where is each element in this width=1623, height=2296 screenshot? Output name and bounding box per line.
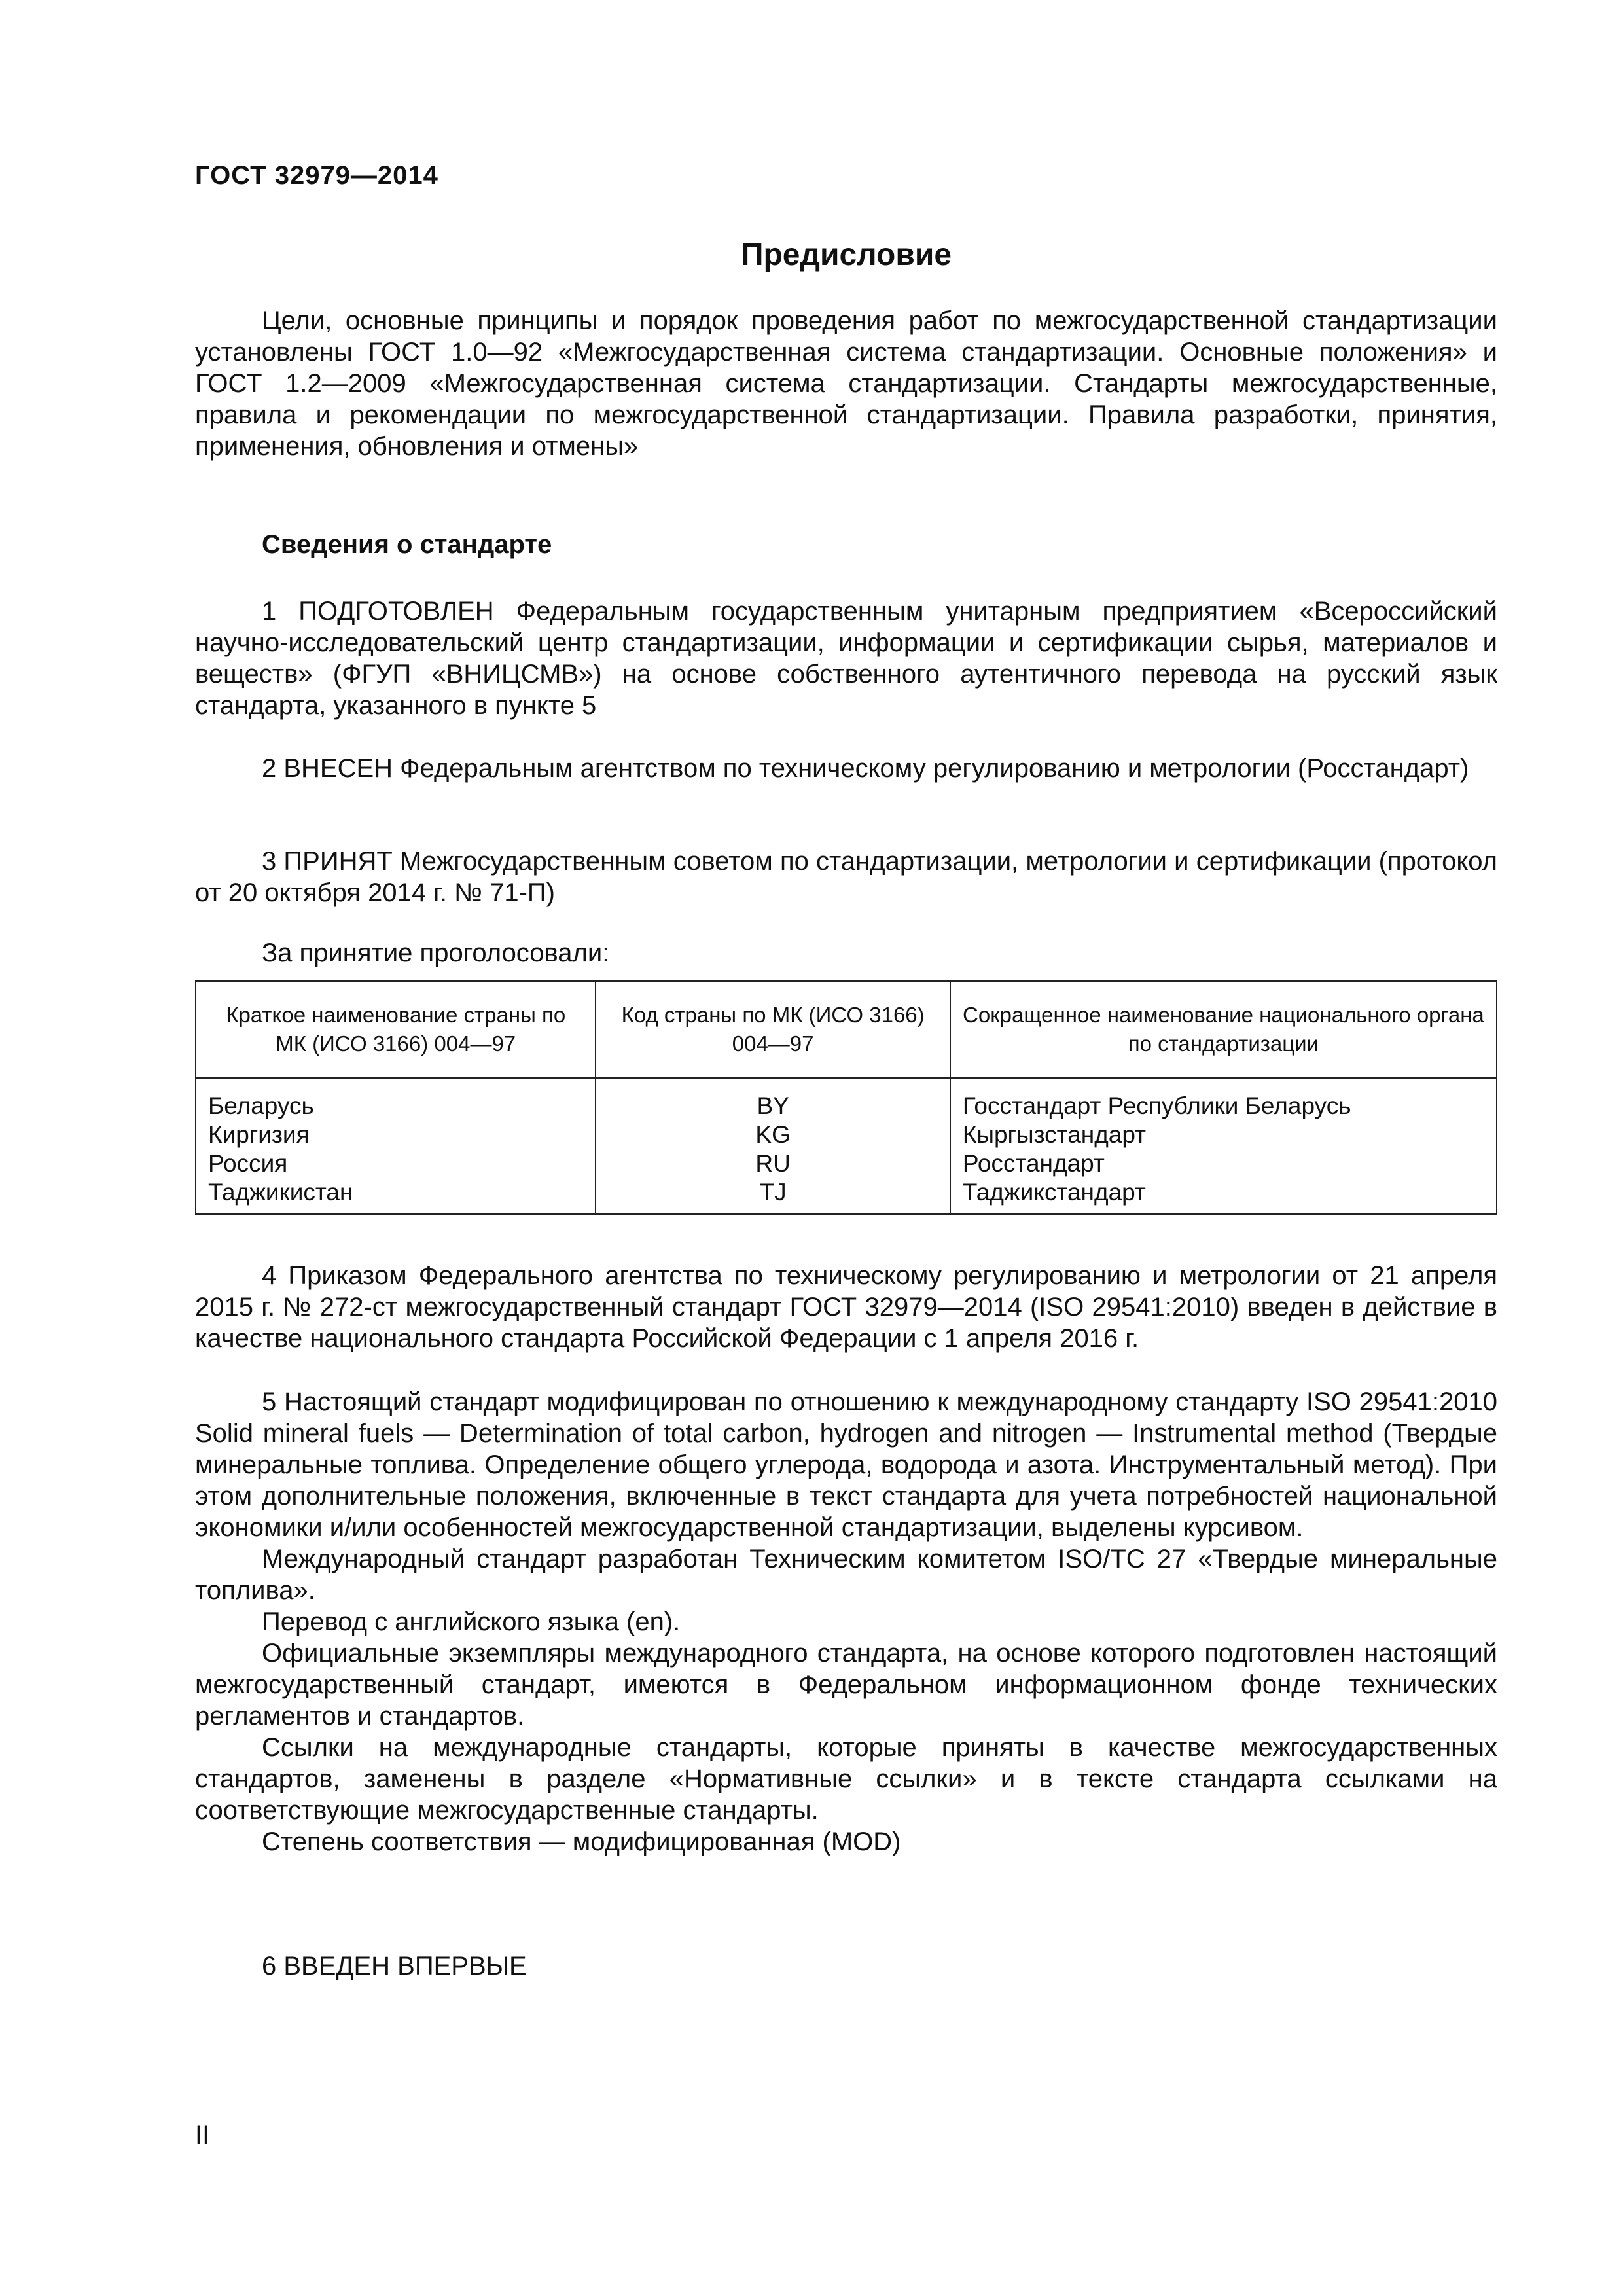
vote-table-header-row [196,981,1497,1078]
country-name: Беларусь [196,1078,596,1121]
standards-body: Таджикстандарт [950,1178,1497,1214]
country-code: TJ [596,1178,950,1214]
table-row [196,1078,1497,1121]
country-code: KG [596,1121,950,1149]
header-standards-body: Сокращенное наименование национального органа по стандартизации [950,981,1497,1078]
country-name: Киргизия [196,1121,596,1149]
item-5-block [195,1386,1497,1857]
item-1-paragraph: 1 ПОДГОТОВЛЕН Федеральным государственным унитарным предприятием «Всероссийский научно-исследовательский центр стандартизации, информации и сертификации сырья, материалов и веществ» (ФГУП «ВНИЦСМВ») на основе собственного аутентичного перевода на русский язык стандарта, указанного в пункте 5 [195,597,1497,720]
intro-paragraph: Цели, основные принципы и порядок проведения работ по межгосударственной стандартизации установлены ГОСТ 1.0—92 «Межгосударственная система стандартизации. Основные положения» и ГОСТ 1.2—2009 «Межгосударственная система стандартизации. Стандарты межгосударственные, правила и рекомендации по межгосударственной стандартизации. Правила разработки, принятия, применения, обновления и отмены» [195,306,1497,461]
item-6-paragraph: 6 ВВЕДЕН ВПЕРВЫЕ [262,1952,527,1981]
vote-table [195,980,1497,1215]
item-3-block [195,846,1497,908]
country-code: BY [596,1078,950,1121]
item-5-translation: Перевод с английского языка (en). [262,1607,681,1636]
item-5-international-standard: Международный стандарт разработан Техническим комитетом ISO/TC 27 «Твердые минеральные топлива». [195,1545,1497,1605]
document-page [195,0,1497,2296]
item-5-official-copies: Официальные экземпляры международного стандарта, на основе которого подготовлен настоящий межгосударственный стандарт, имеются в Федеральном информационном фонде технических регламентов и стандартов. [195,1639,1497,1731]
item-2-block [195,753,1497,784]
table-row [196,1178,1497,1214]
item-4-paragraph: 4 Приказом Федерального агентства по техническому регулированию и метрологии от 21 апреля 2015 г. № 272-ст межгосударственный стандарт ГОСТ 32979—2014 (ISO 29541:2010) введен в действие в качестве национального стандарта Российской Федерации с 1 апреля 2016 г. [195,1261,1497,1353]
standards-body: Госстандарт Республики Беларусь [950,1078,1497,1121]
header-country-code: Код страны по МК (ИСО 3166) 004—97 [596,981,950,1078]
country-name: Таджикистан [196,1178,596,1214]
item-5-references: Ссылки на международные стандарты, которые приняты в качестве межгосударственных стандартов, заменены в разделе «Нормативные ссылки» и в тексте стандарта ссылками на соответствующие межгосударственные стандарты. [195,1733,1497,1825]
standards-body: Кыргызстандарт [950,1121,1497,1149]
standards-body: Росстандарт [950,1149,1497,1178]
document-code: ГОСТ 32979—2014 [195,161,438,190]
vote-intro: За принятие проголосовали: [262,939,610,967]
item-6-block [195,1950,1497,1982]
item-2-paragraph: 2 ВНЕСЕН Федеральным агентством по техническому регулированию и метрологии (Росстандарт) [262,754,1469,783]
intro-block [195,305,1497,462]
country-name: Россия [196,1149,596,1178]
table-row [196,1121,1497,1149]
table-row [196,1149,1497,1178]
section-heading: Сведения о стандарте [262,530,552,559]
item-3-paragraph: 3 ПРИНЯТ Межгосударственным советом по стандартизации, метрологии и сертификации (протокол от 20 октября 2014 г. № 71-П) [195,847,1497,907]
page-number: II [195,2121,210,2149]
item-5-conformity-degree: Степень соответствия — модифицированная (MOD) [262,1827,901,1856]
page-title: Предисловие [740,238,952,272]
country-code: RU [596,1149,950,1178]
item-5-paragraph: 5 Настоящий стандарт модифицирован по отношению к международному стандарту ISO 29541:2010 Solid mineral fuels — Determination of total carbon, hydrogen and nitrogen — Instrumental method (Твердые минеральные топлива. Определение общего углерода, водорода и азота. Инструментальный метод). При этом дополнительные положения, включенные в текст стандарта для учета потребностей национальной экономики и/или особенностей межгосударственной стандартизации, выделены курсивом. [195,1388,1497,1542]
item-4-block [195,1260,1497,1354]
item-1-block [195,596,1497,721]
header-country-name: Краткое наименование страны по МК (ИСО 3166) 004—97 [196,981,596,1078]
